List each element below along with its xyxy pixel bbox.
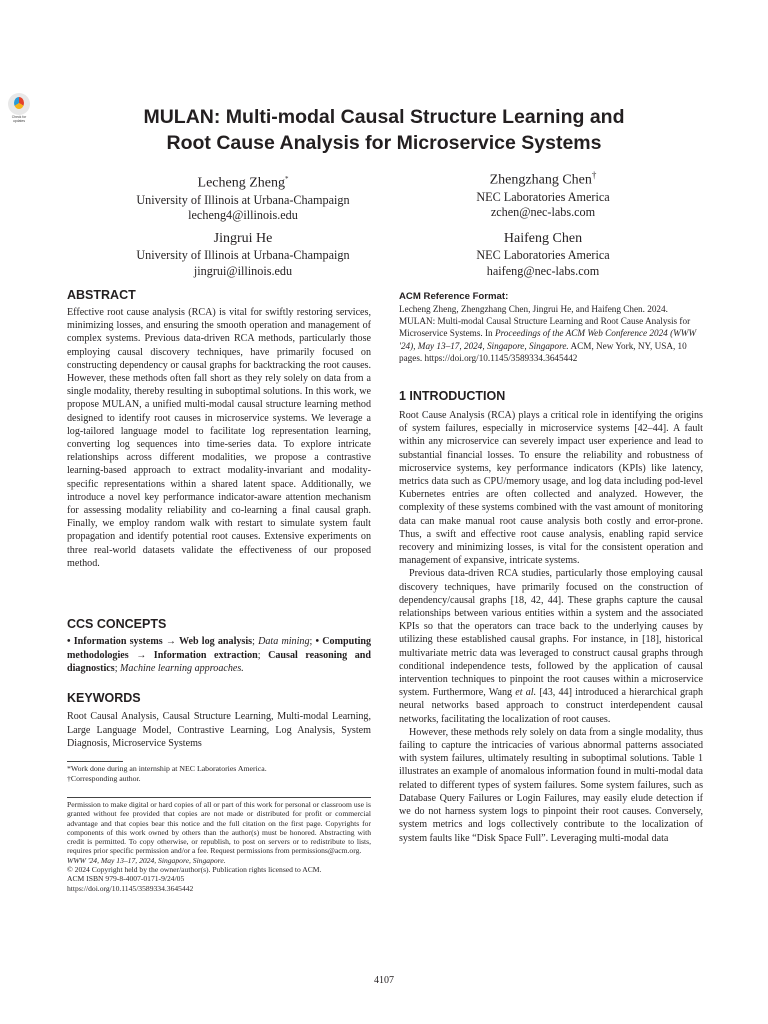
introduction-section: [399, 388, 703, 845]
keywords-section: [67, 690, 371, 751]
footnote-rule: [67, 761, 123, 762]
keywords-heading: KEYWORDS: [67, 691, 141, 705]
author-email: haifeng@nec-labs.com: [486, 263, 600, 278]
keywords-text: Root Causal Analysis, Causal Structure Learning, Multi-modal Learning, Large Language Model, Contrastive Learning, Log Analysis, System Diagnosis, Microservice Systems: [67, 711, 371, 750]
permission-block: Permission to make digital or hard copies of all or part of this work for personal or classroom use is granted without fee provided that copies are not made or distributed for profit or commercial advantage and that copies bear this notice and the full citation on the first page. Copyrights for components of this work owned by others than the author(s) must be honored. Abstracting with credit is permitted. To copy otherwise, or republish, to post on servers or to redistribute to lists, requires prior specific permission and/or a fee. Request permissions from permissions@acm.org. WWW '24, May 13–17, 2024, Singapore, Singapore. © 2024 Copyright held by the owner/author(s). Publication rights licensed to ACM. ACM ISBN 979-8-4007-0171-9/24/05 https://doi.org/10.1145/3589334.3645442: [67, 800, 371, 893]
page-number: 4107: [374, 975, 394, 986]
intro-paragraph: Root Cause Analysis (RCA) plays a critical role in identifying the origins of system failures, especially in microservice systems [42–44]. A fault within any microservice can severely impact user experience and lead to substantial financial losses. To ensure the reliability and robustness of microservice systems, key performance indicators (KPIs) like latency, metrics data such as CPU/memory usage, and log data including pod-level Kubernetes entries are often collected and analyzed. However, the complexity of these systems combined with the vast amount of monitoring data can make manual root cause analysis both costly and error-prone. Thus, a swift and effective root cause analysis, enabling rapid service recovery and minimizing losses, is vital for the consistent operation and management of expansive, intricate systems.: [399, 410, 703, 567]
ccs-text: • Information systems → Web log analysis; Data mining; • Computing methodologies → Information extraction; Causal reasoning and diagnostics; Machine learning approaches.: [67, 636, 372, 675]
ccs-section: [67, 616, 371, 676]
author-block: Jingrui He University of Illinois at Urbana-Champaign jingrui@illinois.edu: [93, 230, 393, 279]
author-block: Lecheng Zheng* University of Illinois at Urbana-Champaign lecheng4@illinois.edu: [93, 170, 393, 224]
author-block: Haifeng Chen NEC Laboratories America haifeng@nec-labs.com: [393, 230, 693, 279]
check-for-updates-icon: [8, 93, 30, 115]
author-block: Zhengzhang Chen† NEC Laboratories America zchen@nec-labs.com: [393, 166, 693, 221]
abstract-text: Effective root cause analysis (RCA) is vital for swiftly restoring services, minimizing losses, and ensuring the smooth operation and management of complex systems. Previous data-driven RCA methods, particularly those employing causal discovery techniques, have primarily focused on constructing dependency or causal graphs for backtracking the root causes. However, these methods often fall short as they rely solely on data from a single modality, thereby resulting in suboptimal solutions. In this work, we propose MULAN, a unified multi-modal causal structure learning method designed to identify root causes in microservice systems. We leverage a log-tailored language model to facilitate log representation learning, converting log sequences into time-series data. To explore intricate relationships across different modalities, we propose a contrastive learning-based approach to extract modality-invariant and modality-specific representations within a shared latent space. Additionally, we introduce a novel key performance indicator-aware attention mechanism for assessing modality reliability and co-learning a final causal graph. Finally, we employ random walk with restart to simulate system fault propagation and identify potential root causes. Extensive experiments on three real-world datasets validate the effectiveness of our proposed method.: [67, 307, 371, 569]
ccs-heading: CCS CONCEPTS: [67, 617, 167, 631]
intro-paragraph: However, these methods rely solely on data from a single modality, thus failing to capture the intricacies of various abnormal patterns associated with system failures, ultimately resulting in suboptimal solutions. Table 1 illustrates an example of anomalous information found in multi-modal data related to different types of system failures. Some system failures, such as Database Query Failures or Login Failures, may easily elude detection if we do not harness system logs to pinpoint their root causes. Conversely, system metrics and logs collectively contribute to the localization of system faults like “Disk Space Full”. Leveraging multi-modal data: [399, 726, 703, 844]
paper-title: MULAN: Multi-modal Causal Structure Learning and Root Cause Analysis for Microservice Systems: [143, 106, 625, 154]
permission-rule: [67, 797, 371, 798]
acm-reference: ACM Reference Format: Lecheng Zheng, Zhengzhang Chen, Jingrui He, and Haifeng Chen. 2024. MULAN: Multi-modal Causal Structure Learning and Root Cause Analysis for Microservice Systems. In Proceedings of the ACM Web Conference 2024 (WWW '24), May 13–17, 2024, Singapore, Singapore. ACM, New York, NY, USA, 10 pages. https://doi.org/10.1145/3589334.3645442: [399, 291, 697, 363]
abstract-heading: ABSTRACT: [67, 288, 136, 302]
author-email: zchen@nec-labs.com: [490, 205, 596, 220]
introduction-heading: 1 INTRODUCTION: [399, 389, 506, 403]
doi-link[interactable]: https://doi.org/10.1145/3589334.3645442: [67, 883, 194, 893]
check-for-updates-badge[interactable]: Check for updates: [4, 93, 34, 127]
intro-paragraph: Previous data-driven RCA studies, particularly those employing causal discovery techniques, have primarily focused on the construction of dependency/causal graphs [18, 42, 44]. These graphs capture the causal relationships between various entities within a system and the associated KPIs so that the operators can trace back to the underlying causes by utilizing these established causal graphs. For instance, in [18], historical multivariate metric data was leveraged to construct causal graphs through conditional independence tests, followed by the application of causal intervention techniques to pinpoint the root causes within a microservice system. Furthermore, Wang et al. [43, 44] introduced a hierarchical graph neural networks based approach to construct interdependent causal networks, facilitating the localization of root causes.: [399, 568, 703, 725]
author-email: lecheng4@illinois.edu: [188, 208, 298, 223]
abstract-section: [67, 287, 371, 570]
author-email: jingrui@illinois.edu: [193, 263, 293, 278]
footnotes: *Work done during an internship at NEC Laboratories America. †Corresponding author.: [67, 764, 267, 783]
